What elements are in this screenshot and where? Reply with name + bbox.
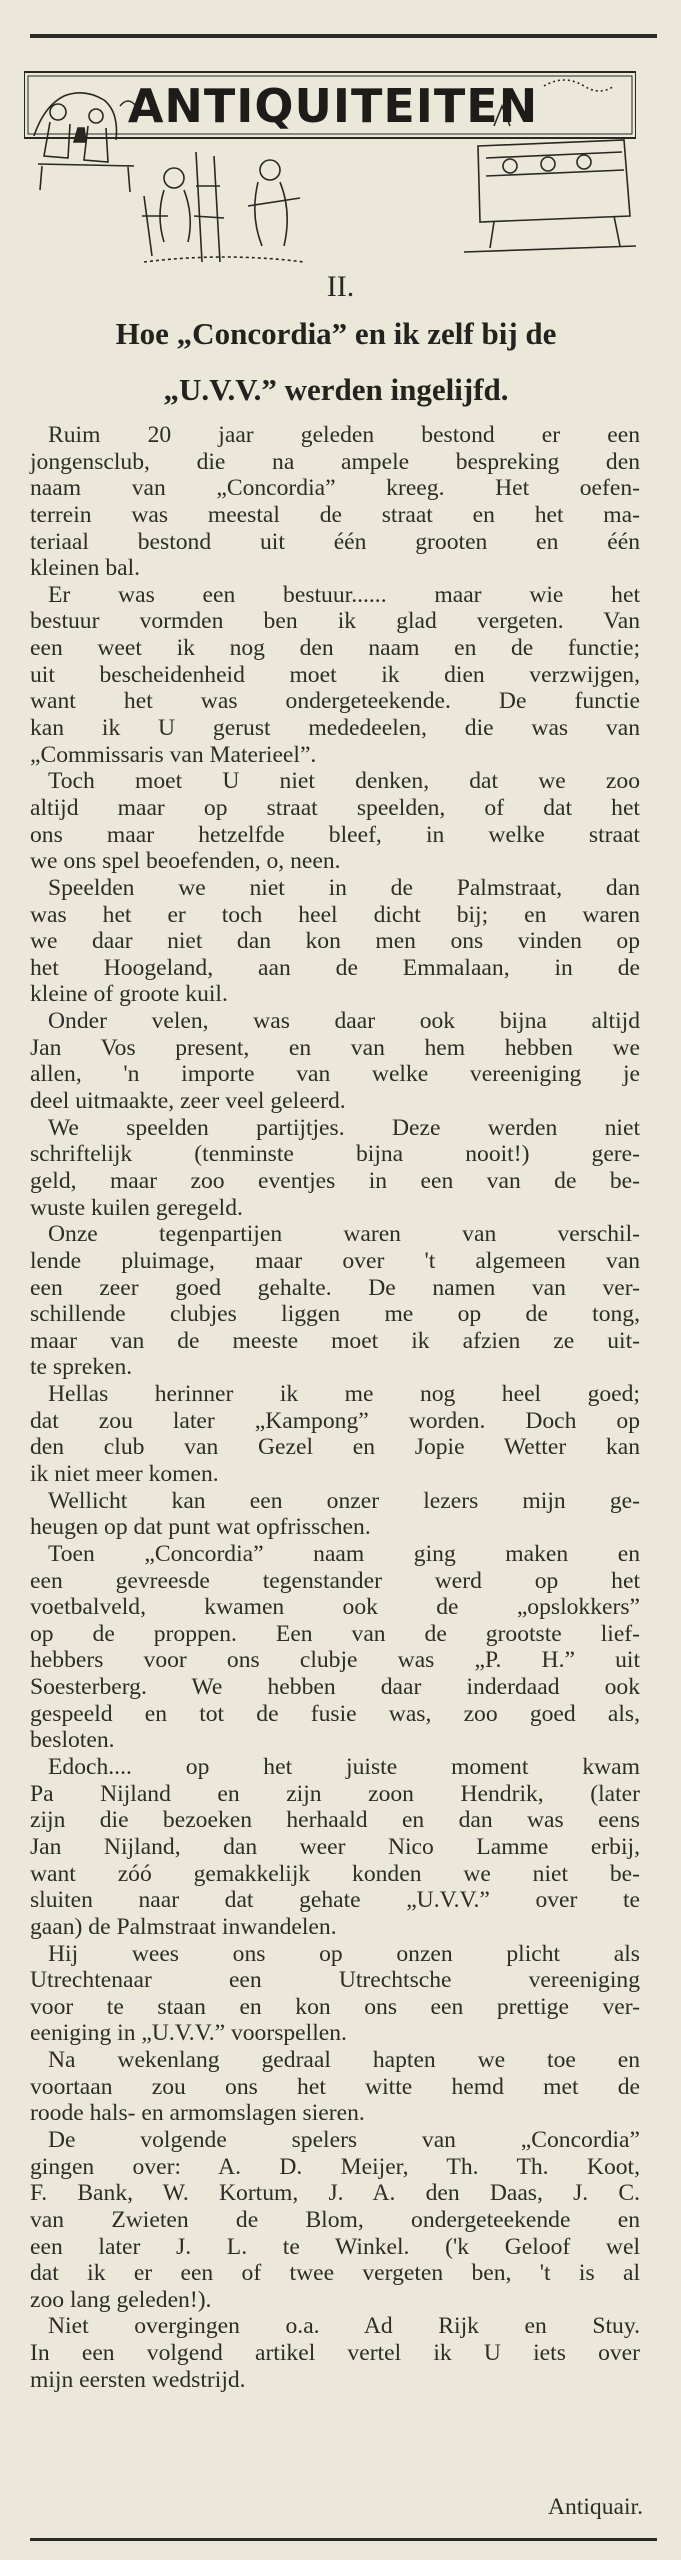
article-line: want het was ondergeteekende. De functie bbox=[30, 688, 640, 715]
article-line: Onze tegenpartijen waren van verschil- bbox=[48, 1221, 640, 1248]
article-line: een later J. L. te Winkel. ('k Geloof wel bbox=[30, 2233, 640, 2260]
section-number: II. bbox=[326, 270, 355, 303]
article-line: hebbers voor ons clubje was „P. H.” uit bbox=[30, 1647, 640, 1674]
article-paragraph bbox=[30, 2047, 640, 2127]
article-line: De volgende spelers van „Concordia” bbox=[48, 2127, 640, 2153]
article-line: een gevreesde tegenstander werd op het bbox=[30, 1567, 640, 1594]
article-line: we daar niet dan kon men ons vinden op bbox=[30, 928, 640, 955]
article-line: Niet overgingen o.a. Ad Rijk en Stuy. bbox=[48, 2313, 640, 2340]
article-line: F. Bank, W. Kortum, J. A. den Daas, J. C. bbox=[30, 2180, 640, 2207]
article-paragraph bbox=[30, 1754, 640, 1940]
article-line: Er was een bestuur...... maar wie het bbox=[48, 581, 640, 608]
author-signature: Antiquair. bbox=[547, 2494, 643, 2520]
article-line: zoo lang geleden!). bbox=[30, 2286, 212, 2313]
article-line: Ruim 20 jaar geleden bestond er een bbox=[48, 422, 640, 448]
article-line: bestuur vormden ben ik glad vergeten. Van bbox=[30, 608, 640, 635]
article-line: lende pluimage, maar over 't algemeen van bbox=[30, 1247, 640, 1274]
article-line: te spreken. bbox=[30, 1354, 133, 1381]
article-line: den club van Gezel en Jopie Wetter kan bbox=[30, 1434, 640, 1461]
article-body bbox=[30, 422, 640, 2393]
article-line: gingen over: A. D. Meijer, Th. Th. Koot, bbox=[30, 2153, 640, 2180]
article-paragraph bbox=[30, 2127, 640, 2313]
article-line: heugen op dat punt wat opfrisschen. bbox=[30, 1514, 371, 1541]
article-line: dat ik er een of twee vergeten ben, 't is al bbox=[30, 2260, 640, 2287]
bottom-rule bbox=[30, 2538, 657, 2541]
article-paragraph bbox=[30, 1115, 640, 1222]
article-line: ons maar hetzelfde bleef, in welke straat bbox=[30, 821, 640, 848]
article-paragraph bbox=[30, 2313, 640, 2393]
article-line: gaan) de Palmstraat inwandelen. bbox=[30, 1913, 337, 1940]
article-paragraph bbox=[30, 1381, 640, 1488]
article-line: sluiten naar dat gehate „U.V.V.” over te bbox=[30, 1887, 640, 1914]
article-paragraph bbox=[30, 1941, 640, 2048]
article-line: allen, 'n importe van welke vereeniging je bbox=[30, 1061, 640, 1088]
top-rule bbox=[30, 34, 657, 38]
article-line: Jan Nijland, dan weer Nico Lamme erbij, bbox=[30, 1833, 640, 1860]
article-line: Na wekenlang gedraal hapten we toe en bbox=[48, 2047, 640, 2074]
article-line: We speelden partijtjes. Deze werden niet bbox=[48, 1114, 640, 1141]
article-line: Hellas herinner ik me nog heel goed; bbox=[48, 1381, 640, 1408]
article-line: schriftelijk (tenminste bijna nooit!) gere- bbox=[30, 1141, 640, 1168]
banner-title: ANTIQUITEITEN bbox=[127, 79, 539, 133]
article-line: wuste kuilen geregeld. bbox=[30, 1194, 243, 1221]
article-line: Jan Vos present, en van hem hebben we bbox=[30, 1034, 640, 1061]
header-banner bbox=[24, 66, 636, 266]
center-vignette bbox=[142, 152, 304, 262]
article-line: Toch moet U niet denken, dat we zoo bbox=[48, 768, 640, 795]
article-line: Wellicht kan een onzer lezers mijn ge- bbox=[48, 1487, 640, 1514]
article-paragraph bbox=[30, 422, 640, 582]
article-line: mijn eersten wedstrijd. bbox=[30, 2366, 246, 2393]
article-line: we ons spel beoefenden, o, neen. bbox=[30, 848, 341, 875]
article-line: Hij wees ons op onzen plicht als bbox=[48, 1940, 640, 1967]
article-paragraph bbox=[30, 1541, 640, 1754]
article-line: kan ik U gerust mededeelen, die was van bbox=[30, 715, 640, 742]
article-line: voortaan zou ons het witte hemd met de bbox=[30, 2073, 640, 2100]
article-line: Soesterberg. We hebben daar inderdaad ook bbox=[30, 1674, 640, 1701]
article-paragraph bbox=[30, 1221, 640, 1381]
left-vignette bbox=[34, 93, 136, 192]
article-line: eeniging in „U.V.V.” voorspellen. bbox=[30, 2020, 347, 2047]
article-line: terrein was meestal de straat en het ma- bbox=[30, 501, 640, 528]
article-line: deel uitmaakte, zeer veel geleerd. bbox=[30, 1088, 346, 1115]
article-line: Toen „Concordia” naam ging maken en bbox=[48, 1540, 640, 1567]
article-paragraph bbox=[30, 1008, 640, 1115]
article-paragraph bbox=[30, 768, 640, 875]
article-line: roode hals- en armomslagen sieren. bbox=[30, 2100, 365, 2127]
article-headline-line-2: „U.V.V.” werden ingelijfd. bbox=[163, 372, 509, 407]
article-line: dat zou later „Kampong” worden. Doch op bbox=[30, 1407, 640, 1434]
article-line: kleinen bal. bbox=[30, 555, 141, 582]
article-line: van Zwieten de Blom, ondergeteekende en bbox=[30, 2206, 640, 2233]
article-line: zijn die bezoeken herhaald en dan was eens bbox=[30, 1807, 640, 1834]
article-paragraph bbox=[30, 1488, 640, 1541]
article-line: op de proppen. Een van de grootste lief- bbox=[30, 1620, 640, 1647]
article-line: het Hoogeland, aan de Emmalaan, in de bbox=[30, 954, 640, 981]
article-line: ik niet meer komen. bbox=[30, 1460, 219, 1487]
article-line: maar van de meeste moet ik afzien ze uit- bbox=[30, 1327, 640, 1354]
article-line: voor te staan en kon ons een prettige ver- bbox=[30, 1993, 640, 2020]
article-line: Utrechtenaar een Utrechtsche vereeniging bbox=[30, 1967, 640, 1994]
article-line: want zóó gemakkelijk konden we niet be- bbox=[30, 1860, 640, 1887]
article-line: gespeeld en tot de fusie was, zoo goed als, bbox=[30, 1700, 640, 1727]
article-line: besloten. bbox=[30, 1727, 115, 1754]
article-line: Pa Nijland en zijn zoon Hendrik, (later bbox=[30, 1780, 640, 1807]
article-line: jongensclub, die na ampele bespreking den bbox=[30, 448, 640, 475]
article-line: teriaal bestond uit één grooten en één bbox=[30, 528, 640, 555]
article-line: was het er toch heel dicht bij; en waren bbox=[30, 901, 640, 928]
article-line: In een volgend artikel vertel ik U iets over bbox=[30, 2340, 640, 2367]
article-line: geld, maar zoo eventjes in een van de be- bbox=[30, 1167, 640, 1194]
article-paragraph bbox=[30, 875, 640, 1008]
article-line: schillende clubjes liggen me op de tong, bbox=[30, 1301, 640, 1328]
article-paragraph bbox=[30, 582, 640, 768]
article-line: kleine of groote kuil. bbox=[30, 981, 228, 1008]
article-line: altijd maar op straat speelden, of dat het bbox=[30, 794, 640, 821]
article-line: een weet ik nog den naam en de functie; bbox=[30, 635, 640, 662]
article-line: voetbalveld, kwamen ook de „opslokkers” bbox=[30, 1594, 640, 1621]
article-line: Onder velen, was daar ook bijna altijd bbox=[48, 1008, 640, 1035]
article-line: naam van „Concordia” kreeg. Het oefen- bbox=[30, 475, 640, 502]
article-line: uit bescheidenheid moet ik dien verzwijgen, bbox=[30, 661, 640, 688]
article-line: een zeer goed gehalte. De namen van ver- bbox=[30, 1274, 640, 1301]
article-line: Speelden we niet in de Palmstraat, dan bbox=[48, 874, 640, 901]
article-line: Edoch.... op het juiste moment kwam bbox=[48, 1754, 640, 1781]
article-headline-line-1: Hoe „Concordia” en ik zelf bij de bbox=[115, 316, 557, 351]
article-line: „Commissaris van Materieel”. bbox=[30, 741, 317, 768]
